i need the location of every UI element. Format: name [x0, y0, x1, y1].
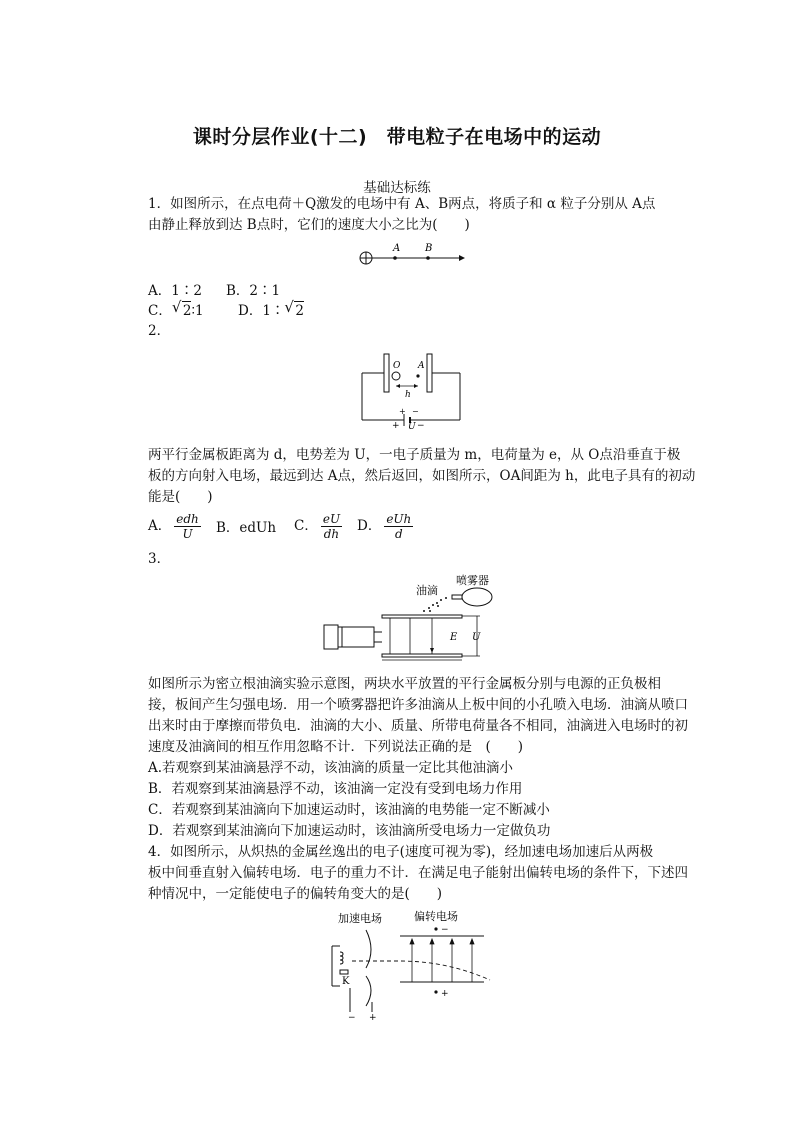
label-b: B: [425, 243, 433, 254]
accelerating-plate: [366, 930, 371, 968]
label-accelerating-field: 加速电场: [338, 912, 382, 925]
field-arrows: [410, 939, 474, 982]
q2-option-c: C． $\frac{eU}{dh}$: [294, 512, 341, 541]
microscope-icon: [324, 625, 338, 649]
label-plus-2: +: [392, 421, 400, 430]
sqrt-sign: √ 2: [294, 301, 304, 320]
label-e: E: [450, 632, 458, 643]
q1-stem-line1: 1．如图所示，在点电荷＋Q激发的电场中有 A、B两点，将质子和 α 粒子分别从 A点: [148, 196, 656, 212]
lower-plate: [382, 654, 462, 657]
label-oil-drop: 油滴: [416, 584, 438, 597]
label-plus-deflect: +: [441, 989, 449, 999]
upper-plate: [382, 615, 462, 618]
q3-stem-line4: 速度及油滴间的相互作用忽略不计．下列说法正确的是 ( ): [148, 739, 524, 755]
q2-stem-line2: 板的方向射入电场，最远到达 A点，然后返回，如图所示，OA间距为 h，此电子具有的初动: [148, 468, 696, 484]
label-minus-2: −: [417, 421, 425, 430]
q4-stem-line1: 4．如图所示，从炽热的金属丝逸出的电子(速度可视为零)，经加速电场加速后从两极: [148, 844, 654, 860]
arrow-icon: [459, 255, 465, 261]
label-k: K: [342, 976, 350, 987]
sqrt-sign: √ 2: [182, 301, 192, 320]
q4-stem-line3: 种情况中，一定能使电子的偏转角变大的是( ): [148, 886, 443, 902]
q3-stem-line3: 出来时由于摩擦而带负电．油滴的大小、质量、所带电荷量各不相同，油滴进入电场时的初: [148, 718, 688, 734]
filament-icon: [332, 946, 340, 986]
q4-stem-line2: 板中间垂直射入偏转电场．电子的重力不计．在满足电子能射出偏转电场的条件下，下述四: [148, 865, 688, 881]
page-title: 课时分层作业(十二) 带电粒子在电场中的运动: [192, 126, 602, 148]
q3-stem-line1: 如图所示为密立根油滴实验示意图，两块水平放置的平行金属板分别与电源的正负极相: [148, 676, 661, 692]
q1-stem-line2: 由静止释放到达 B点时，它们的速度大小之比为( ): [148, 217, 470, 233]
q3-option-c: C．若观察到某油滴向下加速运动时，该油滴的电势能一定不断减小: [148, 802, 550, 818]
oil-droplets: [423, 597, 447, 612]
q1-option-b: B．2∶1: [226, 283, 281, 299]
q3-number: 3．: [148, 551, 171, 567]
label-h: h: [405, 390, 411, 400]
q3-option-a: A.若观察到某油滴悬浮不动，该油滴的质量一定比其他油滴小: [148, 760, 514, 776]
label-deflecting-field: 偏转电场: [414, 910, 458, 923]
label-sprayer: 喷雾器: [456, 574, 489, 587]
label-minus: −: [412, 407, 419, 416]
q2-stem-line1: 两平行金属板距离为 d，电势差为 U，一电子质量为 m，电荷量为 e，从 O点沿垂直于极: [148, 447, 681, 463]
q1-option-c: C．√ 2∶1: [148, 301, 204, 320]
q1-option-a: A．1∶2: [148, 283, 202, 299]
label-u: U: [408, 422, 416, 430]
q2-option-d: D． $\frac{\text{eUh}}{d}$: [357, 512, 412, 541]
label-plus: +: [399, 407, 406, 416]
electron-trajectory: [352, 961, 490, 980]
label-minus-deflect: −: [441, 925, 449, 935]
q3-figure: [320, 570, 500, 665]
q2-number: 2．: [148, 323, 171, 339]
label-a: A: [418, 361, 425, 371]
q2-option-b: B．edUh: [216, 520, 277, 536]
label-minus-accel: −: [348, 1013, 356, 1021]
q3-option-b: B．若观察到某油滴悬浮不动，该油滴一定没有受到电场力作用: [148, 781, 523, 797]
label-o: O: [393, 361, 401, 371]
label-plus-accel: +: [369, 1013, 377, 1021]
q2-option-a: A． $\frac{\text{edh}}{U}$: [148, 512, 199, 541]
q3-stem-line2: 接，板间产生匀强电场．用一个喷雾器把许多油滴从上板中间的小孔喷入电场．油滴从喷口: [148, 697, 688, 713]
label-a: A: [393, 243, 401, 254]
section-heading: 基础达标练: [363, 180, 431, 196]
q2-stem-line3: 能是( ): [148, 489, 213, 505]
q2-figure: [358, 348, 468, 430]
sprayer-bulb-icon: [462, 588, 492, 606]
q3-option-d: D．若观察到某油滴向下加速运动时，该油滴所受电场力一定做负功: [148, 823, 551, 839]
q4-figure: [322, 906, 497, 1021]
q1-option-d: D．1∶√ 2: [238, 301, 304, 320]
label-u: U: [472, 632, 481, 643]
left-plate: [384, 354, 389, 392]
q1-figure: [355, 240, 470, 270]
right-plate: [427, 354, 432, 392]
